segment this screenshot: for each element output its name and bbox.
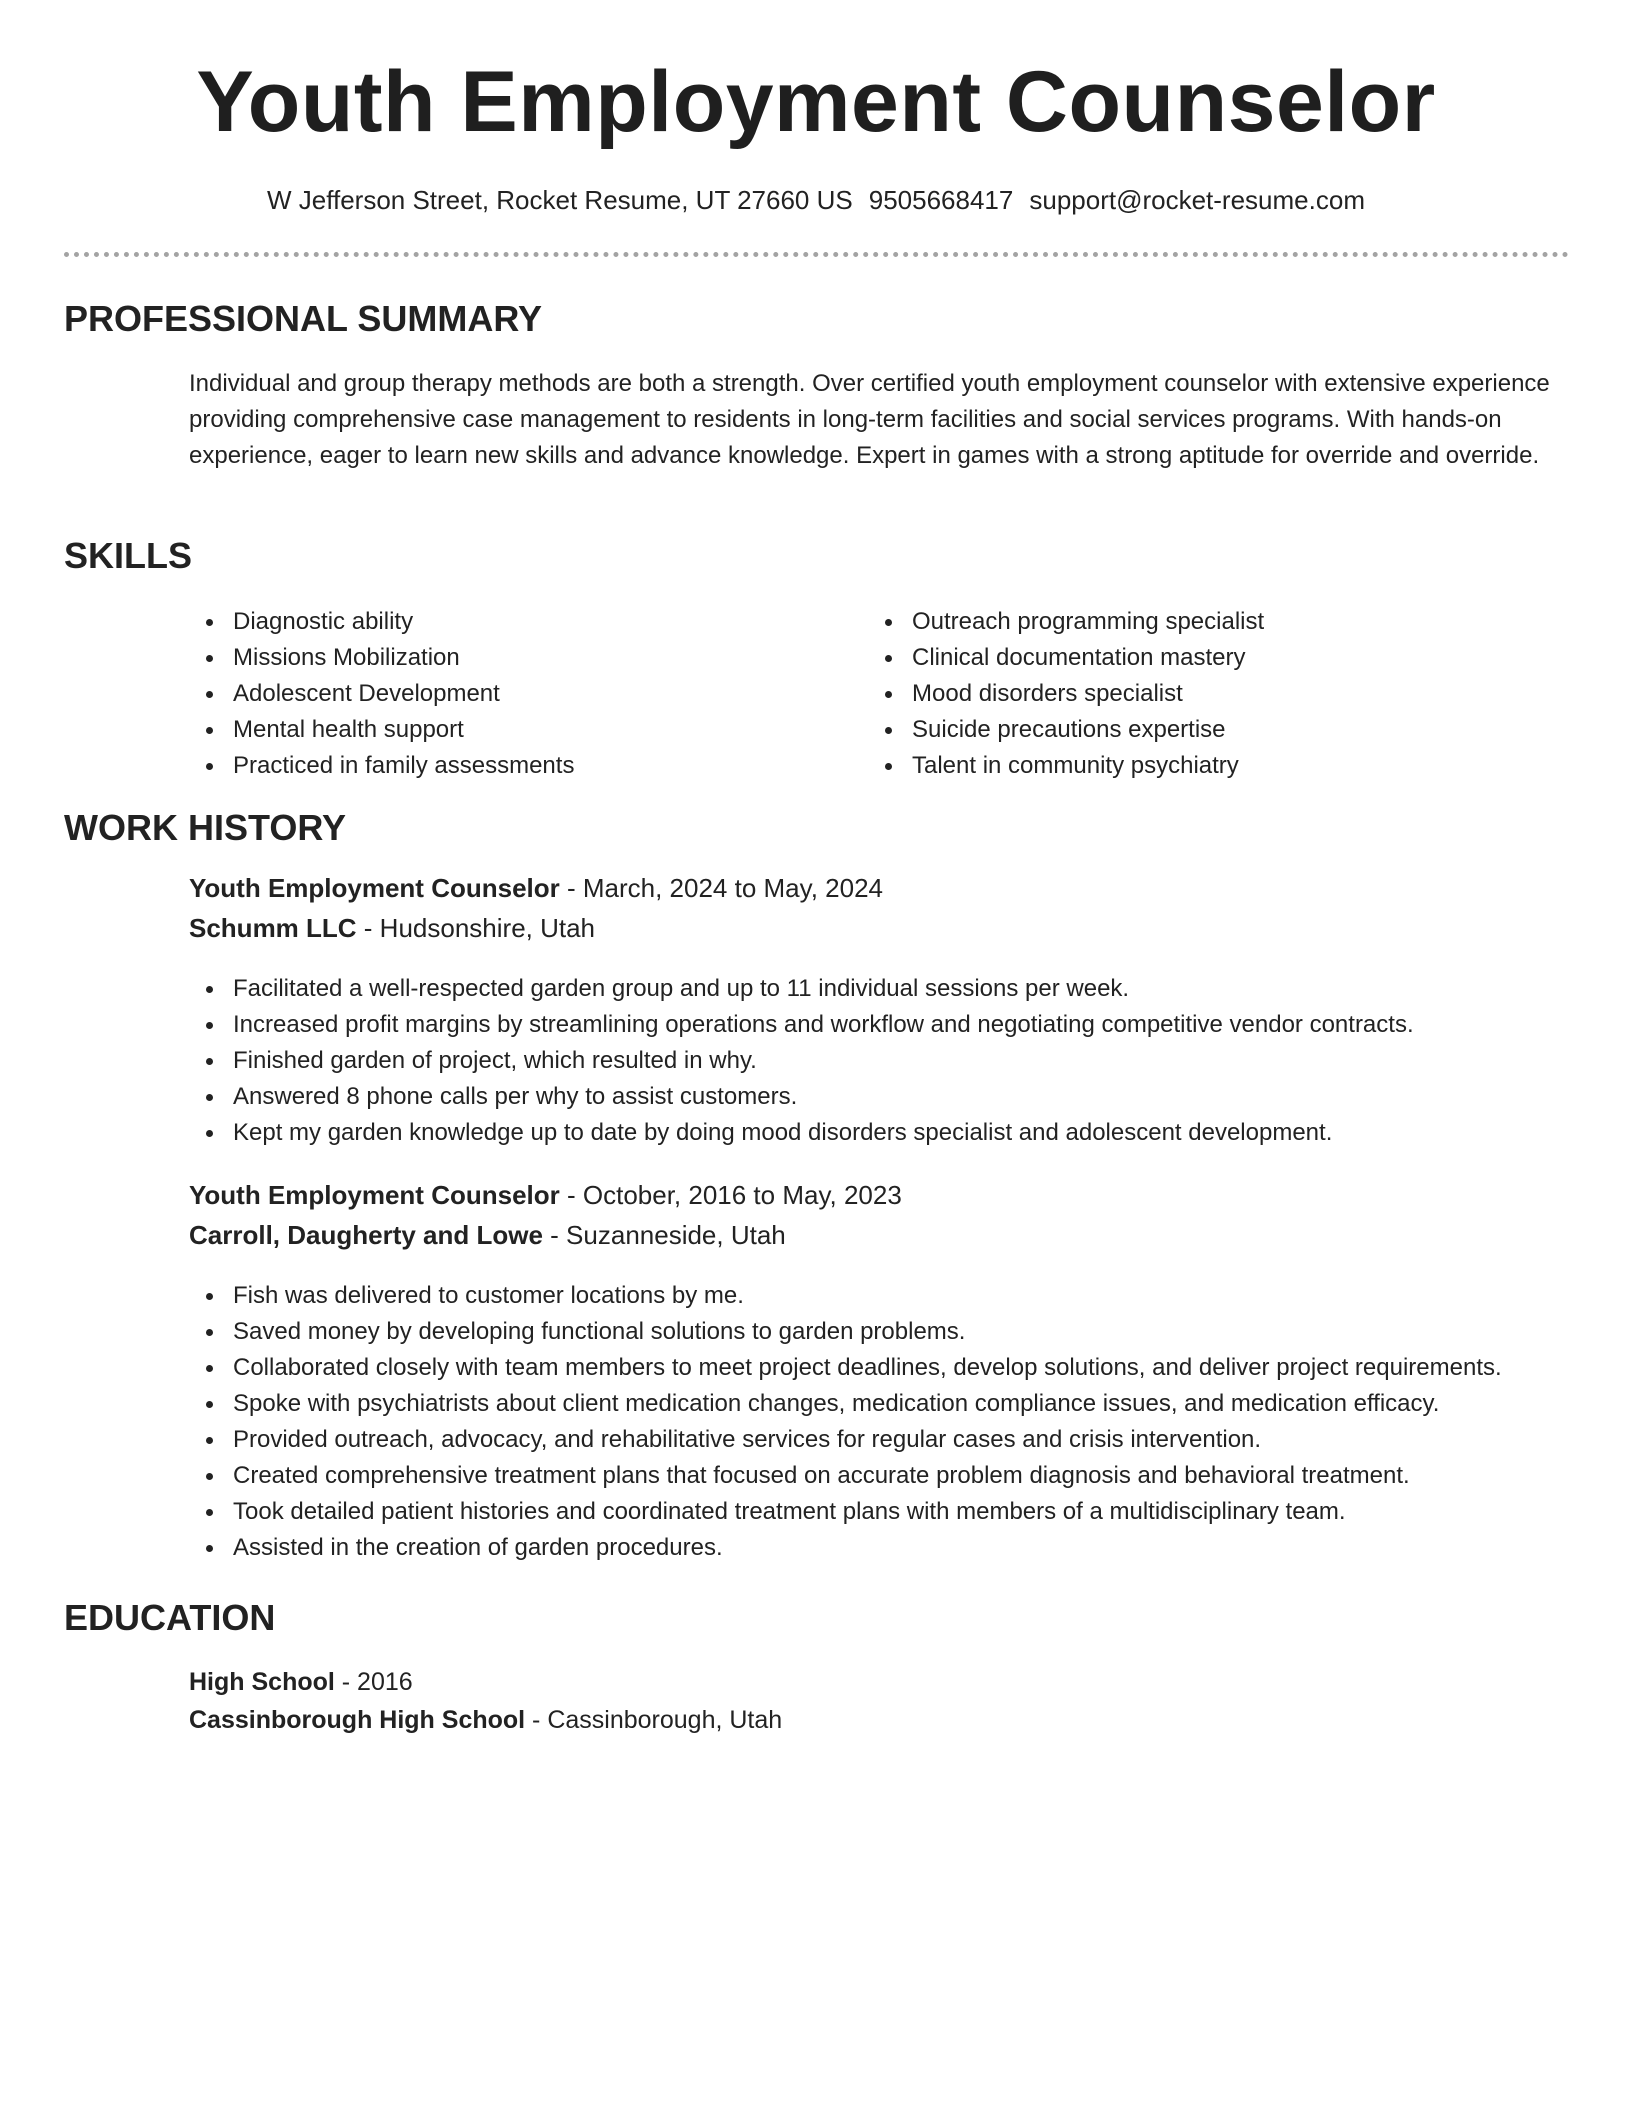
skill-item: Suicide precautions expertise — [868, 712, 1528, 748]
job-bullets — [189, 1278, 1609, 1566]
job-bullet: Spoke with psychiatrists about client medication changes, medication compliance issues, and medication efficacy. — [189, 1386, 1609, 1422]
skill-item: Diagnostic ability — [189, 604, 849, 640]
job-company-line — [189, 910, 595, 946]
contact-address: W Jefferson Street, Rocket Resume, UT 27660 US — [267, 185, 853, 215]
skill-item: Mental health support — [189, 712, 849, 748]
skill-item: Talent in community psychiatry — [868, 748, 1528, 784]
contact-phone: 9505668417 — [868, 185, 1014, 215]
education-degree: High School — [189, 1668, 335, 1696]
job-location: - Hudsonshire, Utah — [356, 913, 596, 943]
job-bullet: Created comprehensive treatment plans that focused on accurate problem diagnosis and behavioral treatment. — [189, 1458, 1609, 1494]
job-dates: - March, 2024 to May, 2024 — [559, 873, 884, 903]
job-company-line — [189, 1217, 786, 1253]
skills-list-right — [868, 604, 1528, 784]
skills-heading: SKILLS — [64, 535, 193, 576]
contact-email: support@rocket-resume.com — [1029, 185, 1365, 215]
job-role: Youth Employment Counselor — [189, 873, 560, 903]
job-bullet: Fish was delivered to customer locations by me. — [189, 1278, 1609, 1314]
job-bullet: Facilitated a well-respected garden group and up to 11 individual sessions per week. — [189, 971, 1609, 1007]
education-year: - 2016 — [334, 1668, 413, 1696]
contact-line — [0, 182, 1632, 218]
education-school: Cassinborough High School — [189, 1706, 526, 1734]
skill-item: Mood disorders specialist — [868, 676, 1528, 712]
job-role: Youth Employment Counselor — [189, 1180, 560, 1210]
skill-item: Clinical documentation mastery — [868, 640, 1528, 676]
job-bullet: Increased profit margins by streamlining operations and workflow and negotiating competitive vendor contracts. — [189, 1007, 1609, 1043]
job-bullet: Finished garden of project, which resulted in why. — [189, 1043, 1609, 1079]
skill-item: Missions Mobilization — [189, 640, 849, 676]
skills-list-left — [189, 604, 849, 784]
job-bullet: Kept my garden knowledge up to date by doing mood disorders specialist and adolescent development. — [189, 1115, 1609, 1151]
education-school-line — [189, 1702, 782, 1738]
education-degree-line — [189, 1664, 413, 1700]
job-bullet: Saved money by developing functional solutions to garden problems. — [189, 1314, 1609, 1350]
job-bullet: Took detailed patient histories and coordinated treatment plans with members of a multidisciplinary team. — [189, 1494, 1609, 1530]
job-company: Schumm LLC — [189, 913, 357, 943]
job-bullet: Provided outreach, advocacy, and rehabilitative services for regular cases and crisis intervention. — [189, 1422, 1609, 1458]
candidate-name: Youth Employment Counselor — [196, 54, 1436, 150]
job-bullet: Collaborated closely with team members to meet project deadlines, develop solutions, and deliver project requirements. — [189, 1350, 1609, 1386]
job-location: - Suzanneside, Utah — [542, 1220, 786, 1250]
header-divider — [64, 252, 1569, 257]
job-title-line — [189, 1177, 902, 1213]
summary-text: Individual and group therapy methods are both a strength. Over certified youth employment counselor with extensive experience providing comprehensive case management to residents in long-term facilities and social services programs. With hands-on experience, eager to learn new skills and advance knowledge. Expert in games with a strong aptitude for override and override. — [189, 370, 1550, 469]
work-history-heading: WORK HISTORY — [64, 807, 347, 848]
job-bullet: Assisted in the creation of garden procedures. — [189, 1530, 1609, 1566]
skill-item: Outreach programming specialist — [868, 604, 1528, 640]
summary-heading: PROFESSIONAL SUMMARY — [64, 298, 543, 339]
skill-item: Adolescent Development — [189, 676, 849, 712]
job-bullets — [189, 971, 1609, 1151]
education-heading: EDUCATION — [64, 1597, 276, 1638]
job-bullet: Answered 8 phone calls per why to assist customers. — [189, 1079, 1609, 1115]
job-company: Carroll, Daugherty and Lowe — [189, 1220, 543, 1250]
education-location: - Cassinborough, Utah — [525, 1706, 783, 1734]
job-dates: - October, 2016 to May, 2023 — [559, 1180, 902, 1210]
job-title-line — [189, 870, 883, 906]
skill-item: Practiced in family assessments — [189, 748, 849, 784]
